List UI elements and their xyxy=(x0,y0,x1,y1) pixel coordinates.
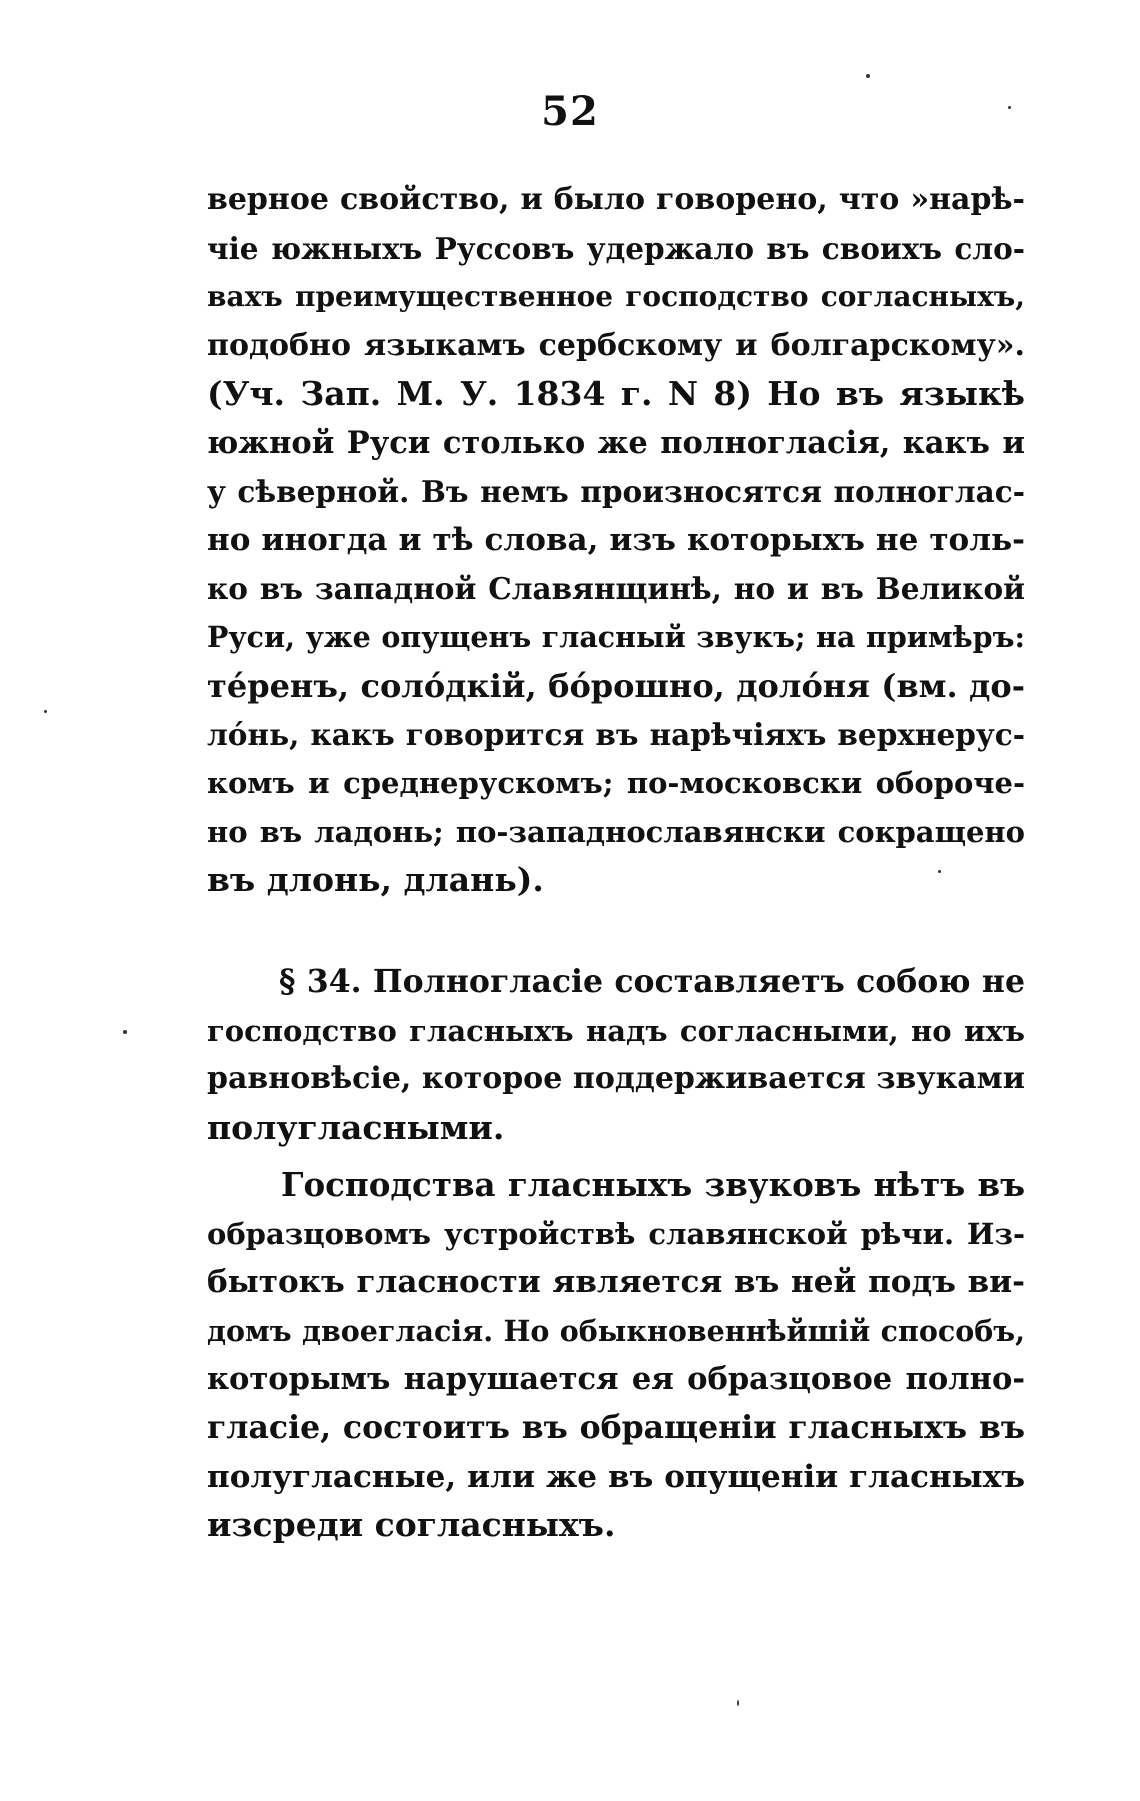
text-line: тéренъ, солóдкій, бóрошно, долóня (вм. до- xyxy=(207,666,1025,705)
paragraph-1 xyxy=(207,176,1025,905)
scan-speck xyxy=(737,1700,739,1706)
text-line: вахъ преимущественное господство согласныхъ, xyxy=(207,280,1025,314)
text-line: чіе южныхъ Руссовъ удержало въ своихъ сло- xyxy=(207,230,1025,266)
paragraph-section-34 xyxy=(207,958,1025,1152)
text-line: полугласные, или же въ опущеніи гласныхъ xyxy=(207,1458,1025,1495)
page-number: 52 xyxy=(541,88,599,135)
scan-speck xyxy=(1008,106,1011,109)
text-line: равновѣсіе, которое поддерживается звуками xyxy=(207,1061,1025,1097)
text-line: верное свойство, и было говорено, что »нарѣ- xyxy=(207,182,1025,217)
text-line: въ длонь, длань). xyxy=(207,860,544,900)
text-line: образцовомъ устройствѣ славянской рѣчи. Из- xyxy=(207,1216,1025,1251)
text-line: южной Руси столько же полногласія, какъ и xyxy=(207,424,1025,461)
text-line: Господства гласныхъ звуковъ нѣтъ въ xyxy=(281,1165,1025,1204)
scan-speck xyxy=(123,1030,127,1034)
paragraph-3 xyxy=(207,1161,1025,1550)
text-line: изсреди согласныхъ. xyxy=(207,1505,616,1545)
text-line: домъ двоегласія. Но обыкновеннѣйшій способъ, xyxy=(207,1313,1025,1348)
text-line: которымъ нарушается ея образцовое полно- xyxy=(207,1361,1025,1398)
text-line: подобно языкамъ сербскому и болгарскому». xyxy=(207,327,1025,363)
text-line: у сѣверной. Въ немъ произносятся полноглас- xyxy=(207,473,1025,509)
section-heading-line: § 34. Полногласіе составляетъ собою не xyxy=(279,963,1025,1000)
text-line: (Уч. Зап. М. У. 1834 г. N 8) Но въ языкѣ xyxy=(207,374,1025,414)
text-line: полугласными. xyxy=(207,1107,505,1147)
scan-speck xyxy=(44,710,47,713)
text-line: бытокъ гласности является въ ней подъ ви- xyxy=(207,1264,1025,1301)
scan-speck xyxy=(938,870,941,873)
text-line: Руси, уже опущенъ гласный звукъ; на примѣръ: xyxy=(207,620,1025,655)
text-line: гласіе, состоитъ въ обращеніи гласныхъ въ xyxy=(207,1408,1025,1446)
text-line: господство гласныхъ надъ согласными, но ихъ xyxy=(207,1013,1025,1048)
text-line: комъ и среднерускомъ; по-московски обороче- xyxy=(207,766,1025,801)
text-line: но въ ладонь; по-западнославянски сокращено xyxy=(207,814,1025,849)
text-line: лóнь, какъ говорится въ нарѣчіяхъ верхнерус- xyxy=(207,716,1025,752)
scan-speck xyxy=(866,74,870,78)
text-line: но иногда и тѣ слова, изъ которыхъ не толь- xyxy=(207,522,1025,559)
text-line: ко въ западной Славянщинѣ, но и въ Великой xyxy=(207,570,1025,606)
